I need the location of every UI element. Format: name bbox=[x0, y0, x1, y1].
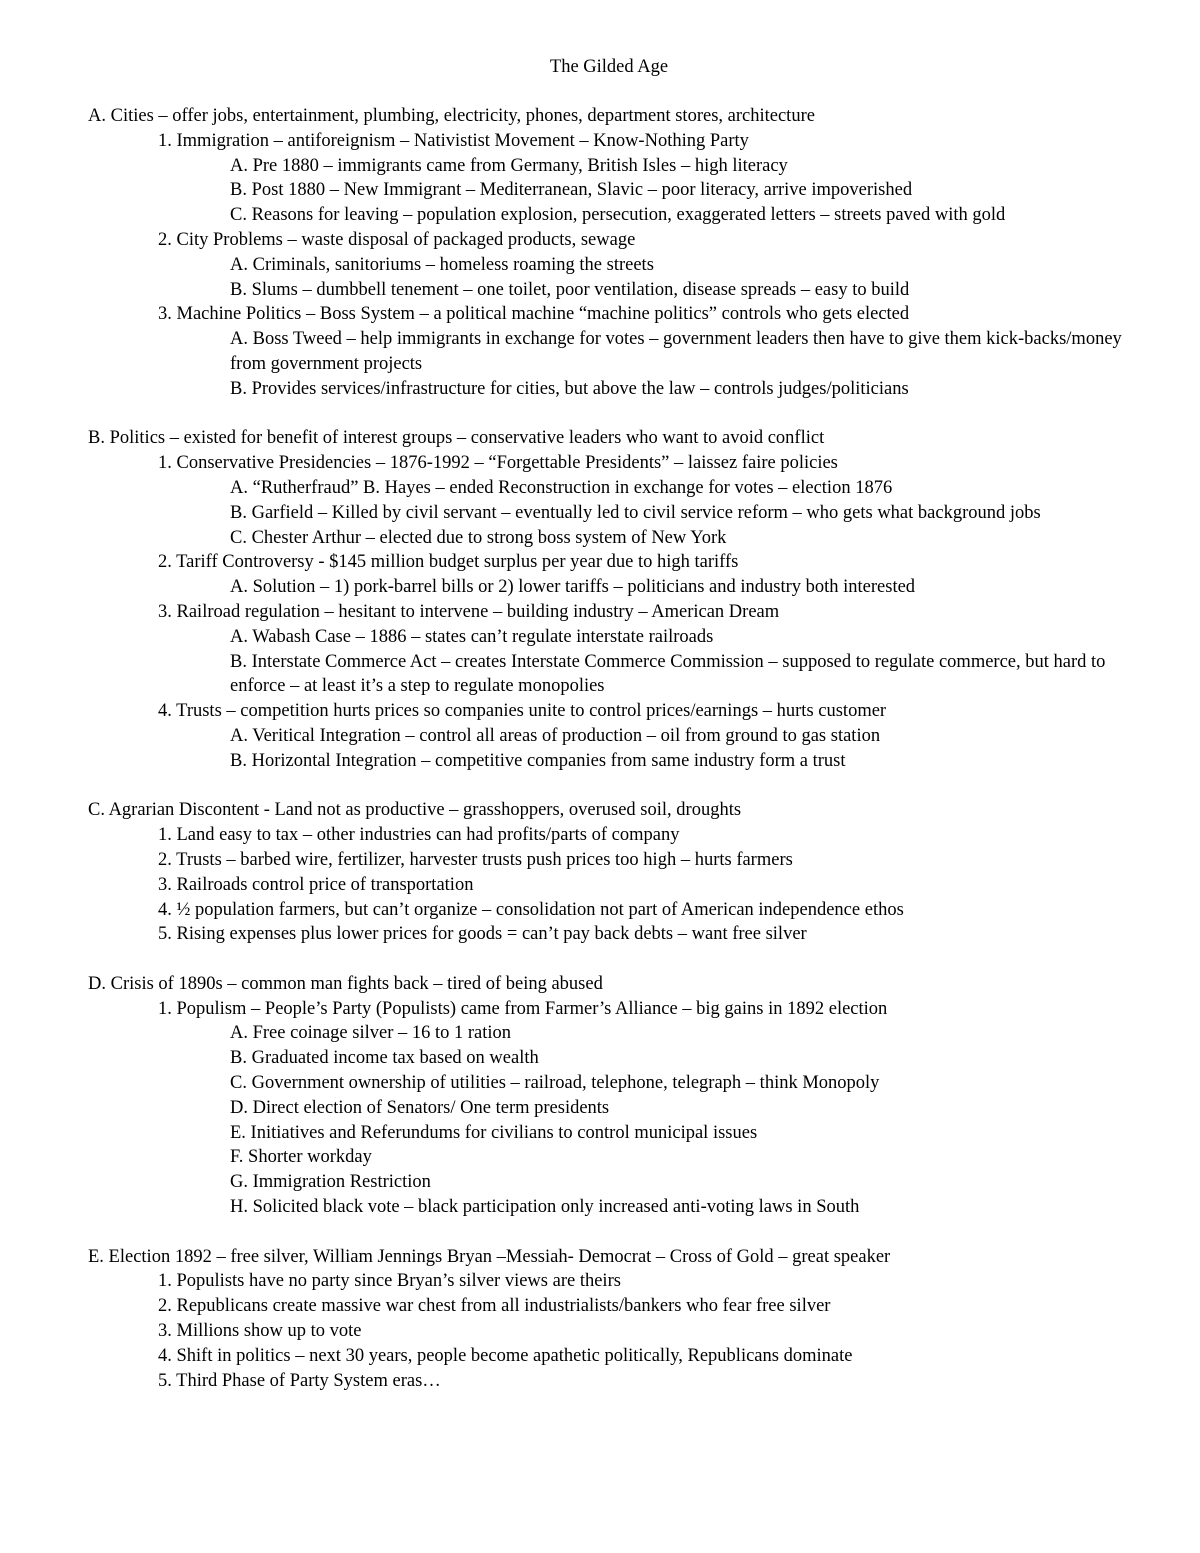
outline-item: 3. Railroads control price of transportation bbox=[158, 874, 474, 895]
outline-subitem: C. Government ownership of utilities – railroad, telephone, telegraph – think Monopoly bbox=[230, 1073, 880, 1094]
outline-item: 2. Republicans create massive war chest from all industrialists/bankers who fear free silver bbox=[158, 1296, 831, 1317]
outline-item: 1. Conservative Presidencies – 1876-1992 – “Forgettable Presidents” – laissez faire policies bbox=[158, 453, 838, 474]
outline-subitem: A. Veritical Integration – control all areas of production – oil from ground to gas station bbox=[230, 725, 881, 746]
outline-subitem: B. Post 1880 – New Immigrant – Mediterranean, Slavic – poor literacy, arrive impoverished bbox=[230, 180, 913, 201]
section-heading: E. Election 1892 – free silver, William Jennings Bryan –Messiah- Democrat – Cross of Gold – great speaker bbox=[88, 1246, 891, 1267]
outline-subitem: B. Slums – dumbbell tenement – one toilet, poor ventilation, disease spreads – easy to build bbox=[230, 279, 910, 300]
outline-section bbox=[88, 426, 1128, 773]
section-heading: A. Cities – offer jobs, entertainment, plumbing, electricity, phones, department stores, architecture bbox=[88, 106, 815, 126]
section-heading: B. Politics – existed for benefit of interest groups – conservative leaders who want to avoid conflict bbox=[88, 428, 825, 449]
outline-item: 3. Machine Politics – Boss System – a political machine “machine politics” controls who gets elected bbox=[158, 304, 910, 325]
section-heading: D. Crisis of 1890s – common man fights back – tired of being abused bbox=[88, 973, 603, 994]
outline-subitem: C. Reasons for leaving – population explosion, persecution, exaggerated letters – streets paved with gold bbox=[230, 205, 1006, 226]
outline-subitem: G. Immigration Restriction bbox=[230, 1172, 431, 1193]
document-title: The Gilded Age bbox=[549, 57, 669, 77]
outline-subitem: A. Criminals, sanitoriums – homeless roaming the streets bbox=[230, 254, 654, 275]
outline-subitem: A. Pre 1880 – immigrants came from Germany, British Isles – high literacy bbox=[230, 155, 788, 176]
outline-subitem: E. Initiatives and Referundums for civilians to control municipal issues bbox=[230, 1122, 758, 1143]
outline-section bbox=[88, 104, 1128, 402]
outline-item: 1. Land easy to tax – other industries can had profits/parts of company bbox=[158, 825, 680, 846]
outline-subitem: B. Interstate Commerce Act – creates Interstate Commerce Commission – supposed to regulate commerce, but hard to enforce – at least it’s a step to regulate monopolies bbox=[230, 651, 1106, 697]
outline-item: 1. Immigration – antiforeignism – Nativistist Movement – Know-Nothing Party bbox=[158, 130, 749, 151]
outline-section bbox=[88, 1245, 1128, 1394]
outline-item: 5. Rising expenses plus lower prices for goods = can’t pay back debts – want free silver bbox=[158, 924, 807, 945]
outline-item: 3. Millions show up to vote bbox=[158, 1321, 362, 1342]
outline-item: 2. Tariff Controversy - $145 million budget surplus per year due to high tariffs bbox=[158, 552, 739, 573]
outline-subitem: A. Solution – 1) pork-barrel bills or 2) lower tariffs – politicians and industry both interested bbox=[230, 577, 916, 598]
outline-subitem: A. Boss Tweed – help immigrants in exchange for votes – government leaders then have to give them kick-backs/money from government projects bbox=[230, 329, 1122, 374]
outline-subitem: B. Provides services/infrastructure for cities, but above the law – controls judges/politicians bbox=[230, 378, 909, 399]
outline bbox=[88, 104, 1128, 1393]
outline-subitem: B. Horizontal Integration – competitive companies from same industry form a trust bbox=[230, 750, 846, 771]
outline-subitem: A. Free coinage silver – 16 to 1 ration bbox=[230, 1023, 512, 1044]
outline-section bbox=[88, 972, 1128, 1220]
outline-item: 4. ½ population farmers, but can’t organize – consolidation not part of American independence ethos bbox=[158, 899, 904, 920]
outline-item: 4. Shift in politics – next 30 years, people become apathetic politically, Republicans dominate bbox=[158, 1345, 853, 1366]
section-heading: C. Agrarian Discontent - Land not as productive – grasshoppers, overused soil, droughts bbox=[88, 800, 742, 821]
outline-subitem: F. Shorter workday bbox=[230, 1147, 372, 1168]
outline-subitem: C. Chester Arthur – elected due to strong boss system of New York bbox=[230, 527, 727, 548]
outline-subitem: B. Garfield – Killed by civil servant – eventually led to civil service reform – who gets what background jobs bbox=[230, 502, 1041, 523]
outline-item: 1. Populists have no party since Bryan’s silver views are theirs bbox=[158, 1271, 621, 1292]
outline-item: 2. Trusts – barbed wire, fertilizer, harvester trusts push prices too high – hurts farmers bbox=[158, 849, 793, 870]
outline-item: 2. City Problems – waste disposal of packaged products, sewage bbox=[158, 229, 636, 250]
outline-subitem: D. Direct election of Senators/ One term presidents bbox=[230, 1097, 610, 1118]
outline-item: 3. Railroad regulation – hesitant to intervene – building industry – American Dream bbox=[158, 601, 780, 622]
outline-subitem: A. Wabash Case – 1886 – states can’t regulate interstate railroads bbox=[230, 626, 714, 647]
outline-section bbox=[88, 798, 1128, 947]
outline-subitem: H. Solicited black vote – black participation only increased anti-voting laws in South bbox=[230, 1197, 860, 1218]
outline-item: 1. Populism – People’s Party (Populists) came from Farmer’s Alliance – big gains in 1892 election bbox=[158, 998, 888, 1019]
outline-subitem: B. Graduated income tax based on wealth bbox=[230, 1048, 539, 1069]
outline-item: 4. Trusts – competition hurts prices so companies unite to control prices/earnings – hurts customer bbox=[158, 701, 887, 722]
outline-subitem: A. “Rutherfraud” B. Hayes – ended Reconstruction in exchange for votes – election 1876 bbox=[230, 477, 893, 498]
outline-item: 5. Third Phase of Party System eras… bbox=[158, 1370, 441, 1391]
